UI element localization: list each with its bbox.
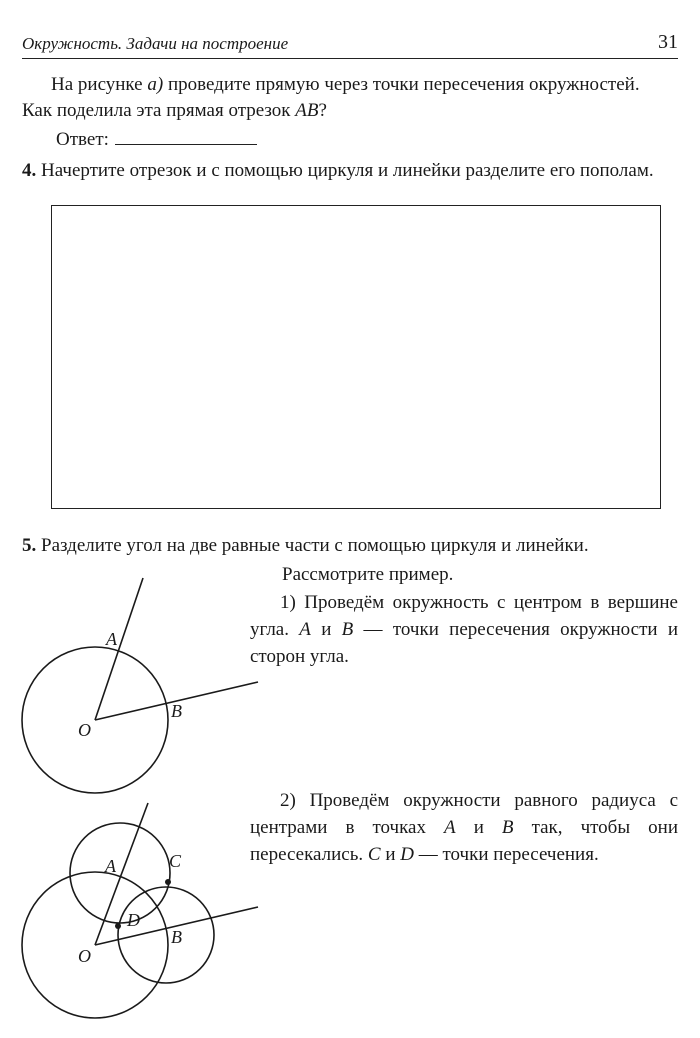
answer-row xyxy=(56,126,257,153)
step1-part: — точки пересечения окружности и сторон угла. xyxy=(250,619,678,667)
point-d-ref: D xyxy=(400,844,414,865)
figure-bisector-construction xyxy=(0,795,280,1035)
segment-ab-ref: AB xyxy=(295,100,319,121)
figure-angle-with-circle xyxy=(0,560,280,800)
label-b: B xyxy=(171,701,182,721)
task4-drawing-area[interactable] xyxy=(51,205,661,509)
label-c: C xyxy=(169,851,182,871)
point-a-ref: A xyxy=(444,817,456,838)
task3-line-2 xyxy=(22,98,327,124)
step2-part: и xyxy=(380,844,401,865)
task5-statement xyxy=(22,533,589,559)
point-b-ref: B xyxy=(341,619,354,640)
label-a: A xyxy=(105,856,116,876)
step2-part: и xyxy=(455,817,502,838)
label-d: D xyxy=(127,910,140,930)
example-intro: Рассмотрите пример. xyxy=(282,564,454,585)
point-c-ref: C xyxy=(367,844,381,865)
task5-number: 5. xyxy=(22,535,37,556)
section-title: Окружность. Задачи на построение xyxy=(22,34,289,53)
step2-part: 2) Проведём окружности равного радиуса с центрами в точках xyxy=(250,790,678,838)
page-number: 31 xyxy=(658,31,678,53)
point-d xyxy=(115,923,121,929)
label-a: A xyxy=(106,629,117,649)
label-o: O xyxy=(78,720,91,740)
task4-number: 4. xyxy=(22,160,37,181)
step1-part: 1) Проведём окружность с центром в вершине угла. xyxy=(250,592,678,640)
label-b: B xyxy=(171,927,182,947)
task5-text: Разделите угол на две равные части с помощью циркуля и линейки. xyxy=(41,535,589,556)
running-header xyxy=(22,30,678,59)
answer-blank[interactable] xyxy=(115,126,257,145)
point-b-ref: B xyxy=(501,817,514,838)
task3-text: Как поделила эта прямая отрезок xyxy=(22,100,296,121)
task3-text: На рисунке xyxy=(51,74,148,95)
angle-ray-upper xyxy=(95,578,143,720)
task4-statement xyxy=(22,158,654,184)
step1-part: и xyxy=(310,619,342,640)
task3-text: проведите прямую через точки пересечения окружностей. xyxy=(163,74,640,95)
task4-text: Начертите отрезок и с помощью циркуля и линейки разделите его пополам. xyxy=(41,160,654,181)
task3-text: ? xyxy=(318,100,327,121)
step2-part: — точки пересечения. xyxy=(414,844,599,865)
point-a-ref: A xyxy=(299,619,311,640)
step1-text xyxy=(250,589,678,670)
answer-label: Ответ: xyxy=(56,129,109,150)
step2-text xyxy=(250,787,678,868)
point-c xyxy=(165,879,171,885)
circle-center-b xyxy=(118,887,214,983)
task3-figure-ref: а) xyxy=(147,74,164,95)
step2-part: так, чтобы они пересекались. xyxy=(250,817,678,865)
task3-line-1 xyxy=(51,72,640,98)
label-o: O xyxy=(78,946,91,966)
